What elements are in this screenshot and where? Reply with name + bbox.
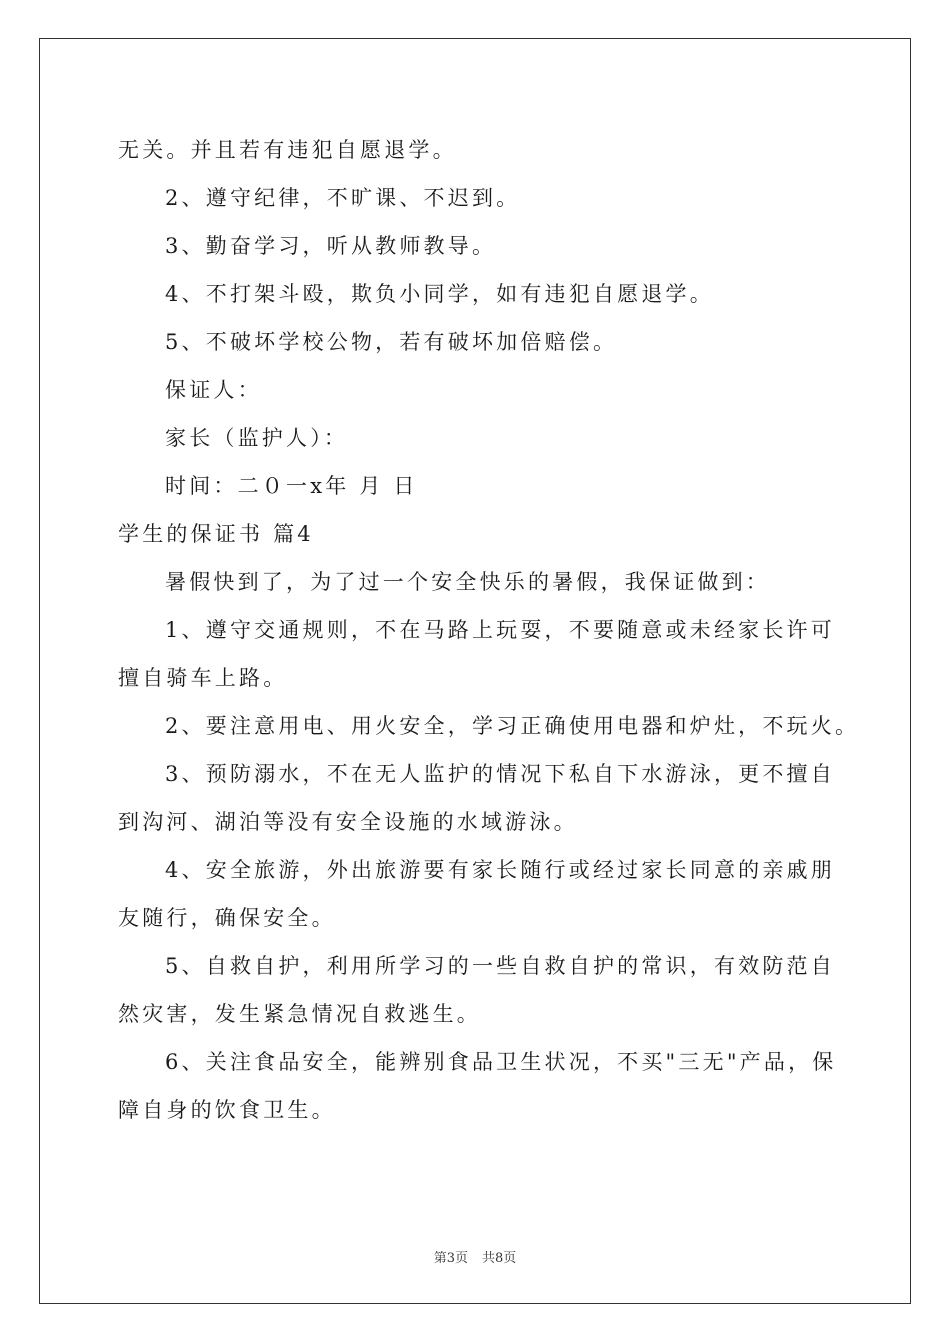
paragraph-line: 2、遵守纪律，不旷课、不迟到。 <box>165 186 521 210</box>
parent-label: 家长（监护人）： <box>165 426 349 450</box>
paragraph-line: 暑假快到了，为了过一个安全快乐的暑假，我保证做到： <box>165 570 770 594</box>
section-heading: 学生的保证书 篇4 <box>118 522 314 546</box>
paragraph-line: 5、不破坏学校公物，若有破坏加倍赔偿。 <box>165 330 618 354</box>
paragraph-line: 6、关注食品安全，能辨别食品卫生状况，不买"三无"产品，保 <box>165 1050 837 1074</box>
paragraph-line: 4、不打架斗殴，欺负小同学，如有违犯自愿退学。 <box>165 282 714 306</box>
page-footer <box>0 1247 950 1266</box>
date-line: 时间：二０一x年 月 日 <box>165 474 418 498</box>
paragraph-line: 障自身的饮食卫生。 <box>118 1098 336 1122</box>
document-body <box>118 126 860 1134</box>
paragraph-line: 无关。并且若有违犯自愿退学。 <box>118 138 457 162</box>
paragraph-line: 5、自救自护，利用所学习的一些自救自护的常识，有效防范自 <box>165 954 835 978</box>
page-number: 第3页 <box>433 1251 468 1266</box>
paragraph-line: 1、遵守交通规则，不在马路上玩耍，不要随意或未经家长许可 <box>165 618 835 642</box>
paragraph-line: 友随行，确保安全。 <box>118 906 336 930</box>
paragraph-line: 3、勤奋学习，听从教师教导。 <box>165 234 497 258</box>
paragraph-line: 擅自骑车上路。 <box>118 666 288 690</box>
page-total: 共8页 <box>482 1251 517 1266</box>
guarantor-label: 保证人： <box>165 378 262 402</box>
paragraph-line: 4、安全旅游，外出旅游要有家长随行或经过家长同意的亲戚朋 <box>165 858 835 882</box>
paragraph-line: 2、要注意用电、用火安全，学习正确使用电器和炉灶，不玩火。 <box>165 714 860 738</box>
paragraph-line: 到沟河、湖泊等没有安全设施的水域游泳。 <box>118 810 578 834</box>
paragraph-line: 3、预防溺水，不在无人监护的情况下私自下水游泳，更不擅自 <box>165 762 835 786</box>
paragraph-line: 然灾害，发生紧急情况自救逃生。 <box>118 1002 481 1026</box>
